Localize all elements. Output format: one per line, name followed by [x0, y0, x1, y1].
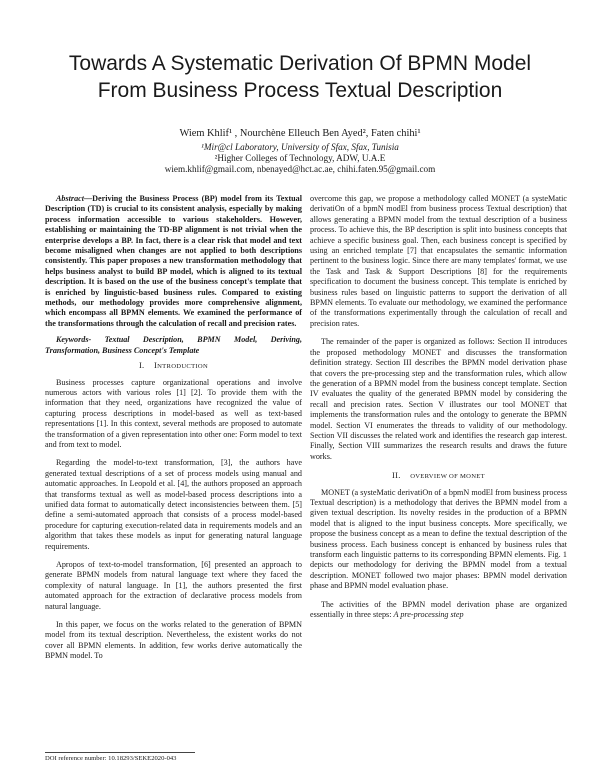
section-2-title: OVERVIEW OF MONET [410, 473, 485, 481]
right-paragraph-1: overcome this gap, we propose a methodology called MONET (a systeMatic derivatiOn of a bpmN modEl from business process Textual description) that allows generating a BPMN model from the textual description of a business process. To achieve this, the BP description is split into business concepts that achieve a specific business goal. Then, each business concept is specified by using an enriched template [7] that encapsulates the semantic information pertinent to the business logic. Since there are many templates' format, we use the Task and Task & Support Descriptions [8] for the requirements specification to document the business concept. This template is enriched by business rules based on linguistic patterns to support the derivation of all BPMN elements. To evaluate our methodology, we examined the performance of the transformations experimentally through the calculation of recall and precision rates. [310, 194, 567, 328]
footer-divider [45, 752, 195, 753]
abstract-lead: Abstract [56, 194, 84, 203]
doi-footer: DOI reference number: 10.18293/SEKE2020-043 [45, 755, 177, 762]
paper-title [40, 50, 560, 104]
right-paragraph-4-italic: A pre-processing step [393, 610, 464, 620]
intro-paragraph-2: Regarding the model-to-text transformation, [3], the authors have generated textual descriptions of a set of process models using manual and automatic approaches. In Leopold et al. [4], the authors proposed an approach that transforms textual as well as model-based process descriptions into a unified data format to automatically detect inconsistencies between them. [5] define a semi-automated approach that consists of a process model-based procedure for capturing execution-related data in requirements models and an algorithm that takes these models as input for generating natural language requirements. [45, 458, 302, 551]
right-paragraph-4-text: The activities of the BPMN model derivation phase are organized essentially in three steps: [310, 599, 567, 620]
abstract [45, 194, 302, 329]
section-1-heading [45, 361, 302, 372]
left-column [45, 194, 302, 662]
title-line-2: From Business Process Textual Description [97, 79, 503, 102]
right-column [310, 194, 567, 620]
right-paragraph-3: MONET (a systeMatic derivatiOn of a bpmN modEl from business process Textual description) is a methodology that derives the BPMN model from a given textual description. Its novelty resides in the production of a BPMN model that is aligned to the input business concepts. More specifically, we propose the business concept as a mean to define the textual description of the business process. Each business concept is enhanced by business rules that transform each linguistic patterns to its corresponding BPMN elements. Fig. 1 depicts our methodology for deriving the BPMN model from a textual description. MONET followed two major phases: BPMN model derivation phase and BPMN model evaluation phase. [310, 487, 567, 591]
affiliation-1: ¹Mir@cl Laboratory, University of Sfax, Sfax, Tunisia [201, 142, 399, 152]
section-1-title-rest: NTRODUCTION [157, 363, 209, 371]
right-paragraph-4 [310, 600, 567, 621]
author-emails: wiem.khlif@gmail.com, nbenayed@hct.ac.ae, chihi.faten.95@gmail.com [164, 164, 436, 174]
title-line-1: Towards A Systematic Derivation Of BPMN Model [68, 52, 532, 75]
section-1-number: I. [138, 361, 145, 371]
section-2-number: II. [392, 471, 401, 481]
section-2-heading [310, 471, 567, 482]
keywords: Keywords- Textual Description, BPMN Model, Deriving, Transformation, Business Concept's Template [45, 335, 302, 355]
intro-paragraph-4: In this paper, we focus on the works related to the generation of BPMN model from its textual description. Nevertheless, the existent works do not cover all BPMN elements. In addition, few works derive automatically the BPMN model. To [45, 620, 302, 661]
author-block [40, 128, 560, 175]
abstract-text: —Deriving the Business Process (BP) model from its Textual Description (TD) is crucial to its consistent analysis, especially by making process information accessible to various stakeholders. However, establishing or maintaining the TD-BP alignment is not trivial when the enterprise develops a BP. In fact, there is a clear risk that model and text become misaligned when changes are not applied to both descriptions consistently. This paper proposes a new transformation methodology that helps business analyst to build BP model, which is aligned to its textual description. It is based on the use of the business concept's template that is enriched by linguistic-based business rules. Compared to existing methods, our methodology provides more comprehensive alignment, which encompass all BPMN elements. We examined the performance of the transformations through the calculation of recall and precision rates. [45, 194, 302, 328]
section-1-title-first: I [154, 361, 158, 371]
intro-paragraph-1: Business processes capture organizational operations and involve numerous actors with various roles [1] [2]. To provide them with the information that they need, organizations have recognized the value of capturing process descriptions in model-based as well as text-based representations [1]. In this context, several methods are proposed to automate the transformation of a given representation into other one: Form model to text and from text to model. [45, 377, 302, 449]
author-names: Wiem Khlif¹ , Nourchène Elleuch Ben Ayed², Faten chihi¹ [179, 128, 421, 139]
affiliation-2: ²Higher Colleges of Technology, ADW, U.A.E [214, 153, 386, 163]
right-paragraph-2: The remainder of the paper is organized as follows: Section II introduces the proposed methodology MONET and discusses the transformation definition strategy. Section III describes the BPMN model derivation phase that covers the pre-processing step and the transformation rules, which allow the generation of a BPMN model from the business concept template. Section IV evaluates the quality of the generated BPMN model by considering the recall and precision rates. Section V illustrates our tool MONET that implements the transformation rules and the ontology to generate the BPMN model. Section VI enumerates the threads to validity of our methodology. Section VII discusses the related work and identifies the research gap interest. Finally, Section VIII summarizes the research results and draws the future works. [310, 337, 567, 461]
intro-paragraph-3: Apropos of text-to-model transformation, [6] presented an approach to generate BPMN models from natural language text where they faced the complexity of natural language. In [1], the authors presented the first automated approach for the extraction of declarative process models from natural language. [45, 560, 302, 611]
